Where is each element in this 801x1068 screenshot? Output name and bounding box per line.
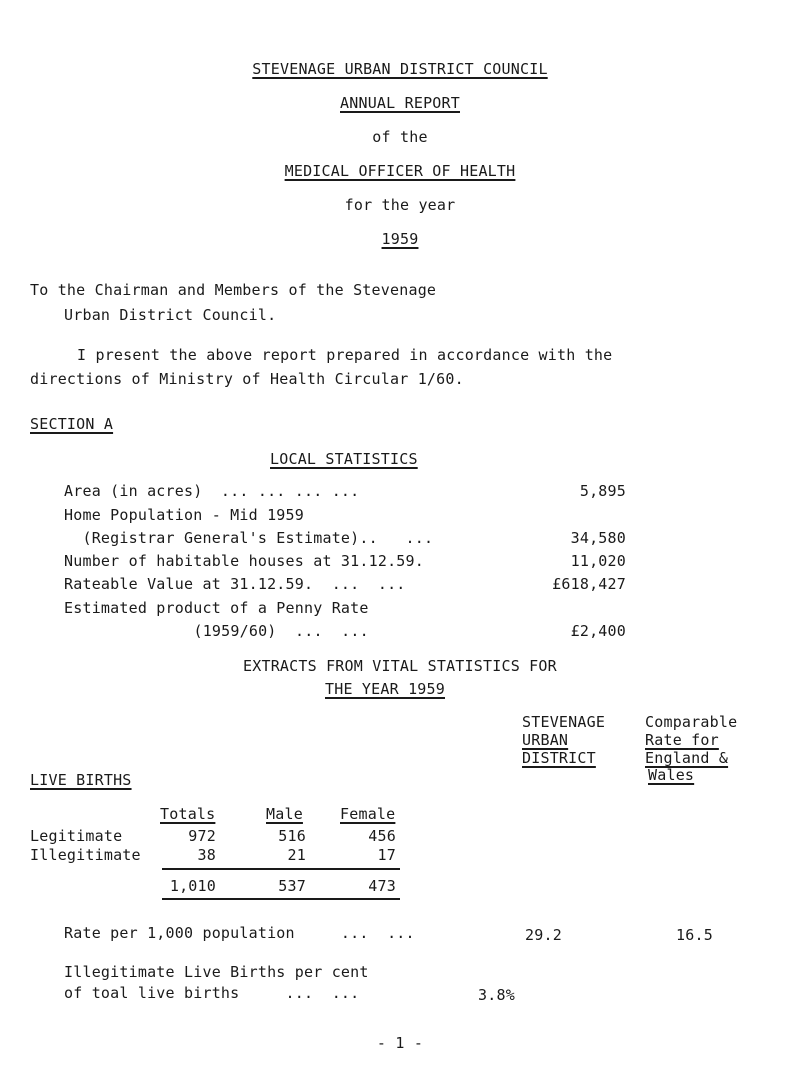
intro-line-1: I present the above report prepared in accordance with the bbox=[77, 346, 613, 364]
stat-value: 11,020 bbox=[570, 552, 626, 570]
stat-label: Number of habitable houses at 31.12.59. bbox=[64, 552, 424, 570]
rate-stevenage-value: 29.2 bbox=[525, 926, 562, 944]
rate-england-value: 16.5 bbox=[676, 926, 713, 944]
rate-label: Rate per 1,000 population ... ... bbox=[64, 924, 415, 942]
col-header-male: Male bbox=[266, 805, 303, 823]
of-the-text: of the bbox=[372, 128, 428, 146]
salutation-line-2: Urban District Council. bbox=[64, 306, 277, 324]
officer-title: MEDICAL OFFICER OF HEALTH bbox=[284, 162, 516, 180]
intro-line-2: directions of Ministry of Health Circular 1/60. bbox=[30, 370, 464, 388]
stat-label: (Registrar General's Estimate).. ... bbox=[64, 529, 434, 547]
live-births-heading: LIVE BIRTHS bbox=[30, 771, 132, 789]
total-male: 537 bbox=[278, 877, 306, 895]
extracts-year-heading: THE YEAR 1959 bbox=[325, 680, 445, 698]
col-header-totals: Totals bbox=[160, 805, 216, 823]
stat-label: Area (in acres) ... ... ... ... bbox=[64, 482, 360, 500]
for-year-text: for the year bbox=[344, 196, 456, 214]
total-rule bbox=[162, 868, 400, 870]
cell-female: 456 bbox=[368, 827, 396, 845]
stat-value: 5,895 bbox=[579, 482, 626, 500]
stat-value: £618,427 bbox=[552, 575, 626, 593]
total-underline bbox=[162, 898, 400, 900]
illegitimate-pct-line-2: of toal live births ... ... bbox=[64, 984, 360, 1002]
cell-male: 21 bbox=[287, 846, 306, 864]
extracts-heading: EXTRACTS FROM VITAL STATISTICS FOR bbox=[243, 657, 557, 675]
report-title: ANNUAL REPORT bbox=[340, 94, 460, 112]
cell-male: 516 bbox=[278, 827, 306, 845]
comparable-header-line: Rate for bbox=[645, 731, 719, 749]
stat-value: 34,580 bbox=[570, 529, 626, 547]
cell-female: 17 bbox=[377, 846, 396, 864]
section-heading: SECTION A bbox=[30, 415, 114, 433]
row-label: Illegitimate bbox=[30, 846, 141, 864]
stevenage-header-line: STEVENAGE bbox=[522, 713, 606, 731]
page-number: - 1 - bbox=[376, 1034, 424, 1052]
stat-label: (1959/60) ... ... bbox=[175, 622, 369, 640]
stat-label: Estimated product of a Penny Rate bbox=[64, 599, 369, 617]
stat-label: Home Population - Mid 1959 bbox=[64, 506, 304, 524]
cell-totals: 972 bbox=[188, 827, 216, 845]
row-label: Legitimate bbox=[30, 827, 123, 845]
cell-totals: 38 bbox=[197, 846, 216, 864]
comparable-header-line: Comparable bbox=[645, 713, 738, 731]
stevenage-header-line: DISTRICT bbox=[522, 749, 596, 767]
council-title: STEVENAGE URBAN DISTRICT COUNCIL bbox=[252, 60, 548, 78]
total-female: 473 bbox=[368, 877, 396, 895]
local-stats-heading: LOCAL STATISTICS bbox=[270, 450, 418, 468]
illegitimate-pct-line-1: Illegitimate Live Births per cent bbox=[64, 963, 369, 981]
col-header-female: Female bbox=[340, 805, 396, 823]
comparable-header-line: England & bbox=[645, 749, 729, 767]
salutation-line-1: To the Chairman and Members of the Stevenage bbox=[30, 281, 437, 299]
stevenage-header-line: URBAN bbox=[522, 731, 569, 749]
stat-label: Rateable Value at 31.12.59. ... ... bbox=[64, 575, 406, 593]
total-totals: 1,010 bbox=[169, 877, 216, 895]
report-year: 1959 bbox=[381, 230, 419, 248]
stat-value: £2,400 bbox=[570, 622, 626, 640]
comparable-header-line: Wales bbox=[648, 766, 695, 784]
illegitimate-pct-value: 3.8% bbox=[478, 986, 515, 1004]
